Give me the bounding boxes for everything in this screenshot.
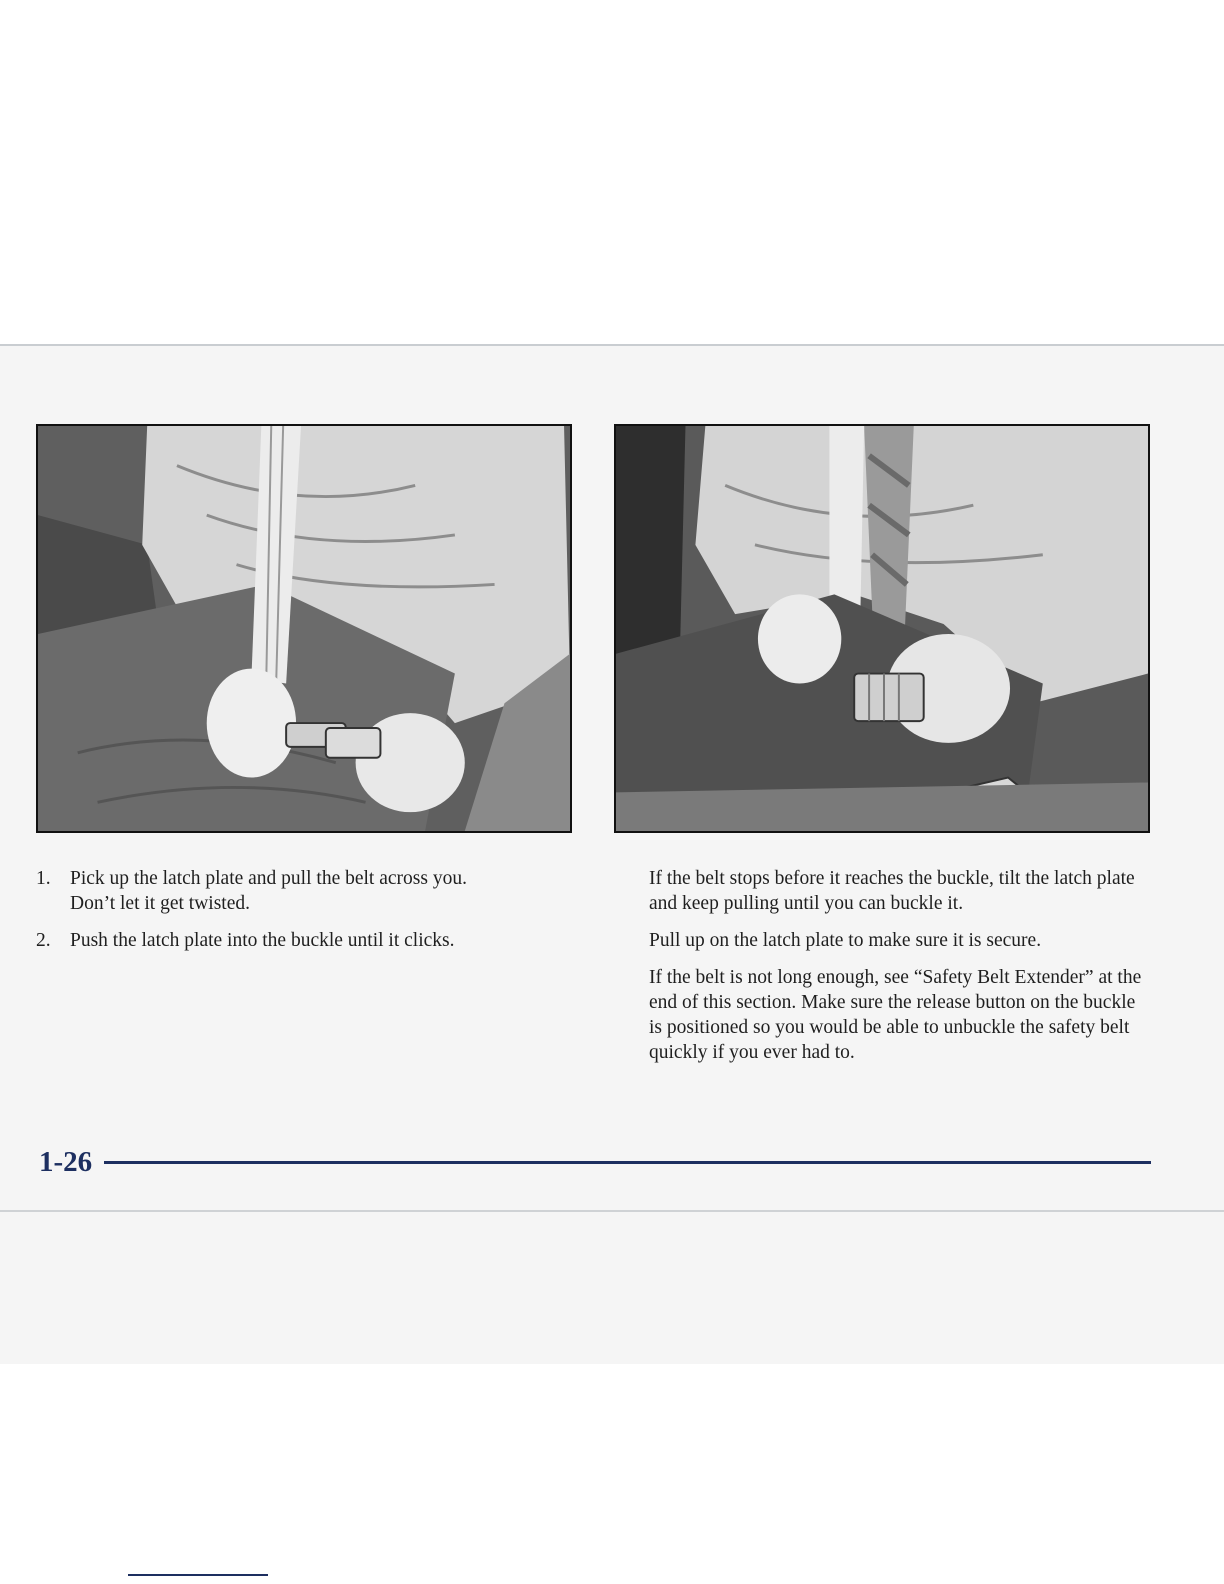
paragraph-tilt-latch: If the belt stops before it reaches the buckle, tilt the latch plate and keep pulling until you can buckle it. <box>649 868 1135 914</box>
step-item <box>36 866 556 916</box>
instruction-paragraphs <box>649 866 1149 1077</box>
bottom-scan-edge <box>0 1210 1224 1212</box>
top-scan-edge <box>0 344 1224 346</box>
illustration-drawing <box>38 426 570 831</box>
step-number: 2. <box>36 930 51 951</box>
step-text: Push the latch plate into the buckle until it clicks. <box>70 930 455 951</box>
illustration-drawing <box>616 426 1148 831</box>
step-text-line: Don’t let it get twisted. <box>70 893 250 914</box>
illustration-pull-belt-across <box>36 424 572 833</box>
paragraph-pull-up: Pull up on the latch plate to make sure it is secure. <box>649 930 1042 951</box>
step-item <box>36 928 556 953</box>
step-number: 1. <box>36 868 51 889</box>
step-text <box>70 866 556 916</box>
step-text-line: Pick up the latch plate and pull the belt across you. <box>70 868 467 889</box>
illustration-tilt-latch-plate <box>614 424 1150 833</box>
instruction-steps <box>36 866 556 965</box>
crop-mark <box>128 1574 268 1576</box>
paragraph-belt-extender: If the belt is not long enough, see “Safety Belt Extender” at the end of this section. Make sure the release button on the buckle is positioned so you would be able to unbuckle the safety belt quickly if you ever had to. <box>649 967 1142 1063</box>
page-number: 1-26 <box>39 1146 93 1178</box>
footer-rule <box>104 1161 1151 1164</box>
